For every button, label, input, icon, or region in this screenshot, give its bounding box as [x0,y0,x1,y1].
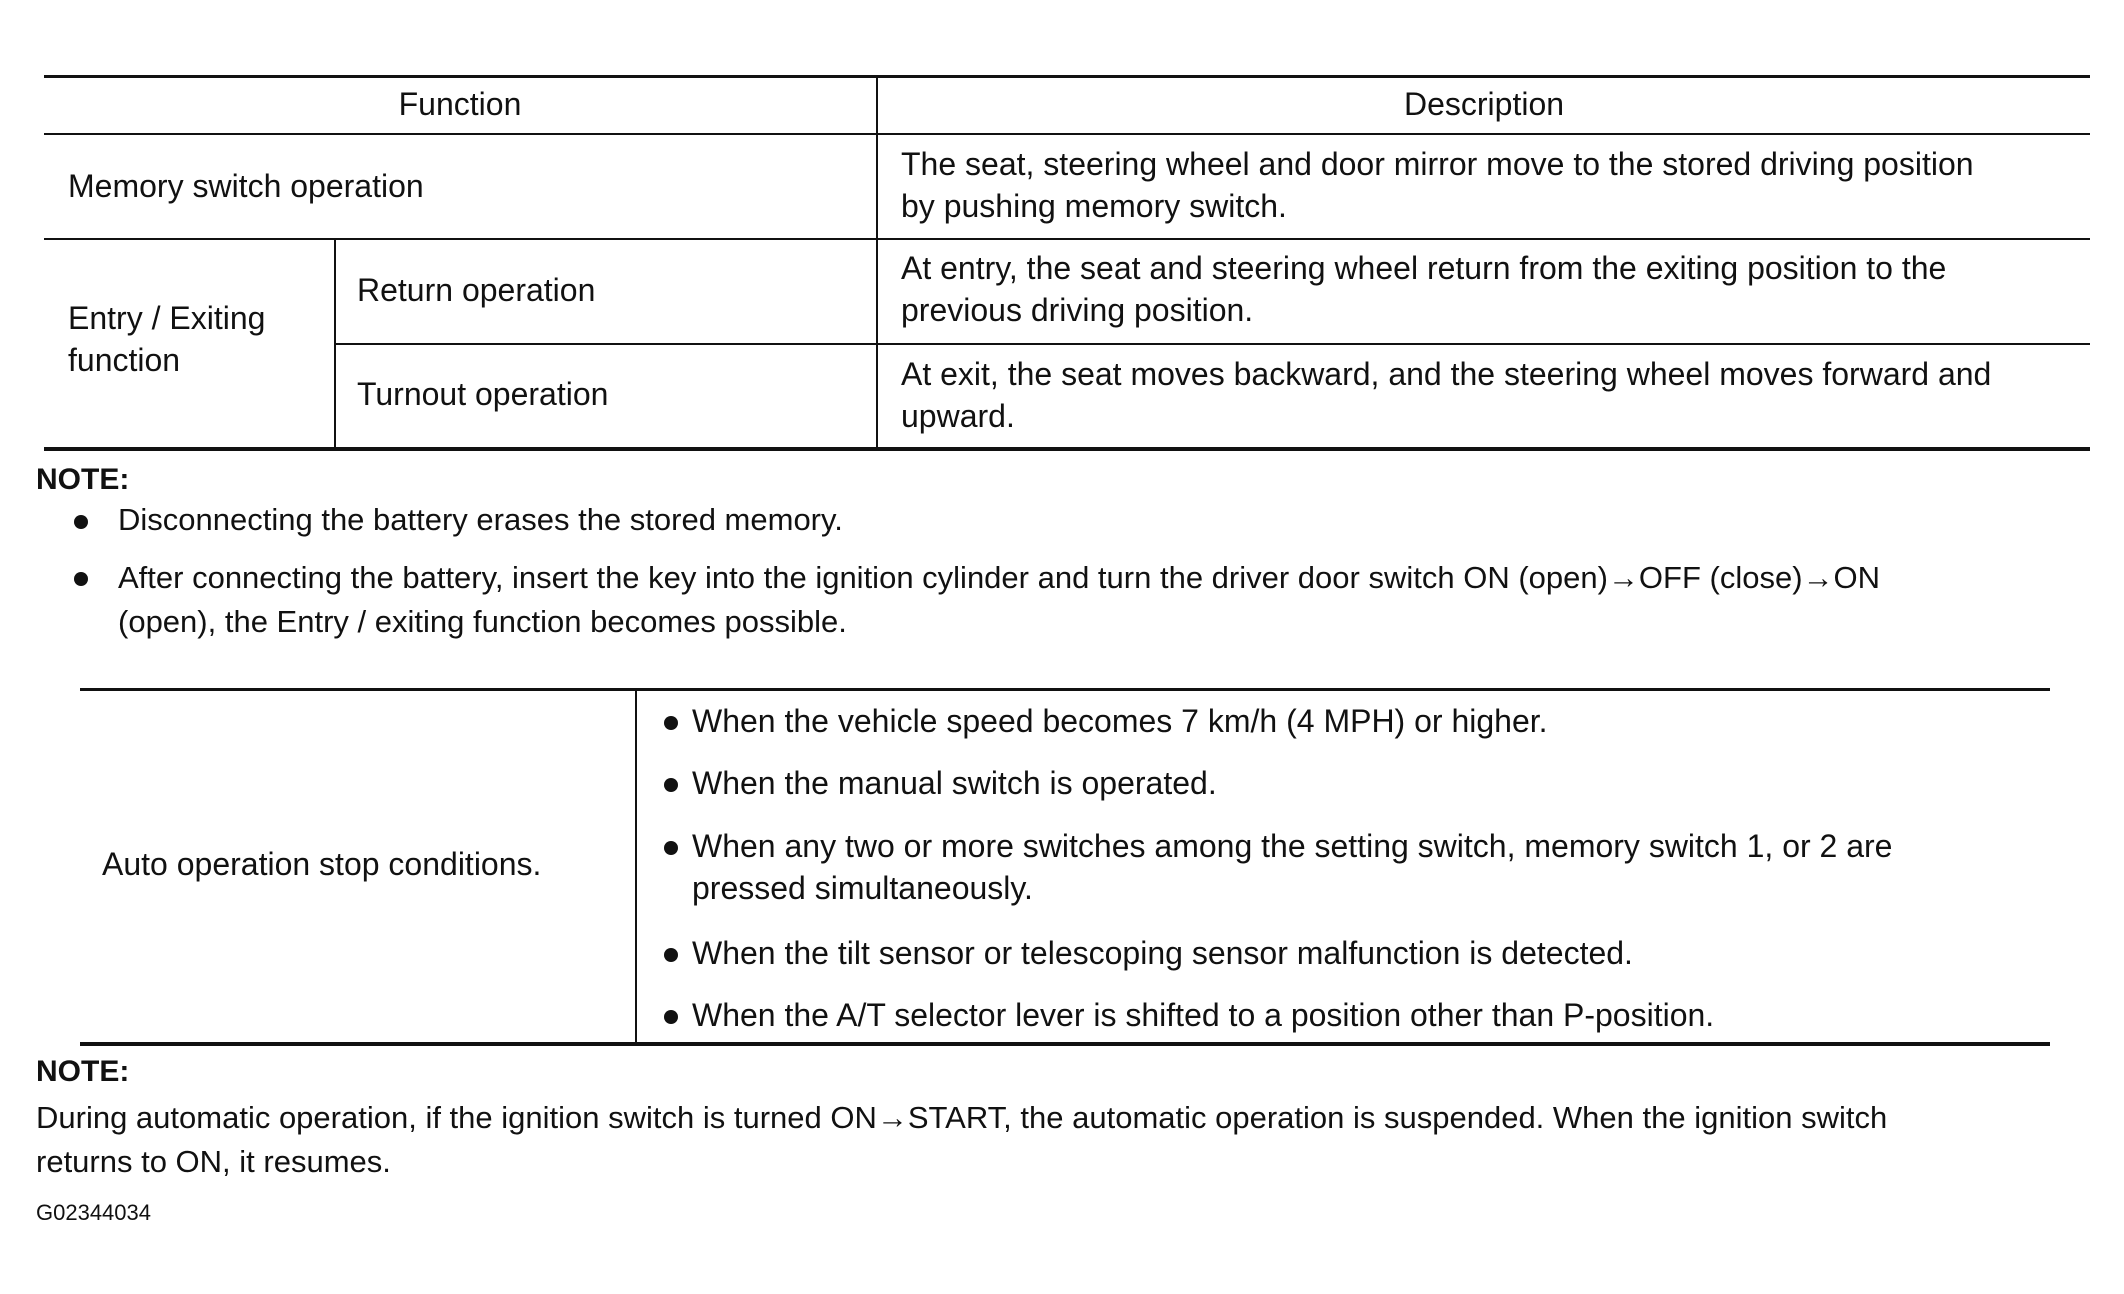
condition-item-continued: pressed simultaneously. [692,870,1033,906]
note-paragraph-line1: During automatic operation, if the ignition switch is turned ON→START, the automatic operation is suspended. When the ignition switch [36,1100,1888,1135]
group-label-line2: function [68,342,181,378]
note-title: NOTE: [36,1055,130,1088]
condition-item: When the manual switch is operated. [692,765,1217,801]
header-description: Description [1403,86,1565,122]
condition-item: When the tilt sensor or telescoping sensor malfunction is detected. [692,935,1633,971]
table-subrow-rule [334,343,2090,345]
header-function: Function [398,86,522,122]
note-bullet-2-line1: After connecting the battery, insert the key into the ignition cylinder and turn the driver door switch ON (open)→OFF (close)→ON [118,560,1881,595]
table-bottom-rule [80,1042,2050,1046]
bullet-icon [664,1010,678,1024]
bullet-icon [664,778,678,792]
return-desc-line1: At entry, the seat and steering wheel return from the exiting position to the [901,250,1947,286]
table-header-rule [44,133,2090,135]
table-top-rule [80,688,2050,691]
figure-code: G02344034 [36,1200,151,1225]
stop-conditions-table [80,688,2050,1046]
note-title: NOTE: [36,463,130,496]
table-subcolumn-divider [334,238,336,451]
bullet-icon [664,948,678,962]
bullet-icon [74,515,88,529]
desc-memory-switch-line1: The seat, steering wheel and door mirror move to the stored driving position [901,146,1974,182]
table-column-divider [635,688,637,1046]
desc-memory-switch-line2: by pushing memory switch. [901,188,1287,224]
note-paragraph-line2: returns to ON, it resumes. [36,1144,391,1179]
table-top-rule [44,75,2090,78]
bullet-icon [664,716,678,730]
note-bullet-2-line2: (open), the Entry / exiting function becomes possible. [118,604,847,639]
table-row-rule [44,238,2090,240]
function-table [44,75,2090,451]
condition-item: When any two or more switches among the setting switch, memory switch 1, or 2 are [692,828,1893,864]
return-operation-label: Return operation [357,272,596,308]
turnout-desc-line2: upward. [901,398,1015,434]
stop-conditions-label: Auto operation stop conditions. [102,846,542,882]
condition-item: When the vehicle speed becomes 7 km/h (4 MPH) or higher. [692,703,1548,739]
bullet-icon [74,572,88,586]
table-bottom-rule [44,447,2090,451]
bullet-icon [664,841,678,855]
function-memory-switch: Memory switch operation [68,168,424,204]
table-column-divider [876,75,878,451]
turnout-operation-label: Turnout operation [357,376,609,412]
return-desc-line2: previous driving position. [901,292,1254,328]
turnout-desc-line1: At exit, the seat moves backward, and the steering wheel moves forward and [901,356,1992,392]
group-label-line1: Entry / Exiting [68,300,266,336]
note-bullet-1: Disconnecting the battery erases the stored memory. [118,502,843,537]
condition-item: When the A/T selector lever is shifted to a position other than P-position. [692,997,1715,1033]
